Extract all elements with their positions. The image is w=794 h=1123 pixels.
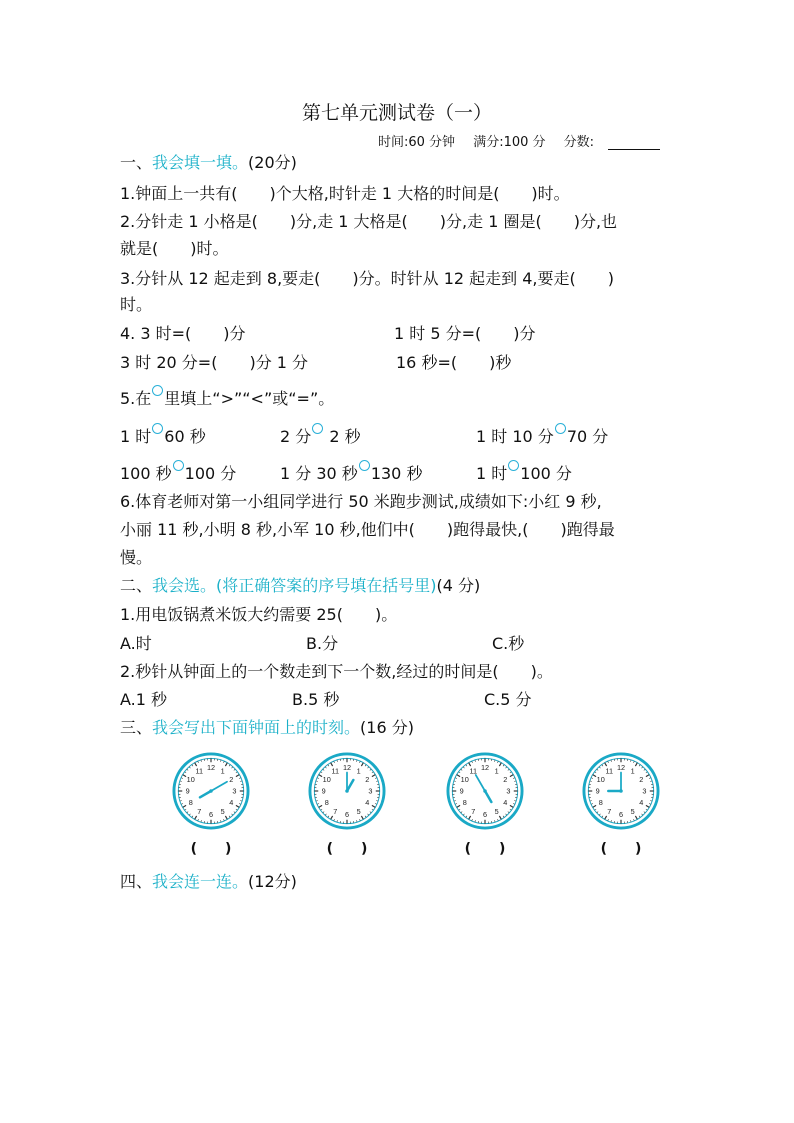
clock-numeral: 5 [494,806,499,816]
clock-numeral: 10 [460,774,469,784]
clock-numeral: 5 [630,806,635,816]
clock-numeral: 10 [322,774,331,784]
question-1-6-line3: 慢。 [120,548,153,567]
section1-title: 我会填一填。 [152,153,249,172]
compare-item [120,423,206,449]
clock-numeral: 7 [471,806,476,816]
clock-numeral: 6 [482,809,488,819]
clock-answer-3[interactable]: ( ) [464,841,506,857]
compare-circle[interactable] [173,460,184,471]
compare-left: 1 时 [120,427,152,446]
clock-numeral: 3 [232,786,237,796]
compare-circle[interactable] [312,423,323,434]
q5-intro-b: 里填上“>”“<”或“=”。 [164,389,335,408]
clock-answer-4[interactable]: ( ) [600,841,642,857]
clock-numeral: 5 [356,806,361,816]
section1-points: (20分) [248,153,297,172]
clock-numeral: 4 [503,798,508,808]
clock-center-pin [345,789,349,793]
option-a[interactable]: A.时 [120,634,152,653]
clock-numeral: 7 [607,806,612,816]
section1-num: 一、 [120,153,153,172]
compare-right: 100 分 [184,464,237,483]
compare-circle[interactable] [152,423,163,434]
compare-left: 1 时 [476,464,508,483]
compare-right: 100 分 [520,464,572,483]
q4-r1-c1: 4. 3 时=( )分 [120,324,246,343]
compare-right: 2 秒 [324,427,361,446]
compare-right: 60 秒 [164,427,206,446]
compare-left: 2 分 [280,427,312,446]
compare-right: 130 秒 [370,464,423,483]
clock-numeral: 11 [195,766,204,776]
section4-title: 我会连一连。 [152,872,249,891]
question-1-3-line2: 时。 [120,295,153,314]
clock-numeral: 7 [333,806,338,816]
clock-row [0,752,794,832]
clock-answer-2[interactable]: ( ) [326,841,368,857]
option-b[interactable]: B.5 秒 [292,690,340,709]
clock-numeral: 8 [598,798,603,808]
compare-circle[interactable] [508,460,519,471]
clock-numeral: 1 [220,766,225,776]
clock-numeral: 2 [365,774,370,784]
clock-face-3 [446,752,524,830]
clock-numeral: 2 [639,774,644,784]
question-1-3-line1: 3.分针从 12 起走到 8,要走( )分。时针从 12 起走到 4,要走( ) [120,269,615,288]
section3-title: 我会写出下面钟面上的时刻。 [152,718,361,737]
clock-numeral: 12 [206,763,216,773]
compare-item [280,460,422,486]
clock-center-pin [209,789,213,793]
clock-numeral: 8 [188,798,193,808]
compare-item [476,460,572,486]
question-2-1: 1.用电饭锅煮米饭大约需要 25( )。 [120,605,398,624]
section3-num: 三、 [120,718,153,737]
clock-numeral: 9 [185,786,190,796]
full-score: 满分:100 分 [473,135,546,150]
compare-circle[interactable] [359,460,370,471]
clock-numeral: 1 [630,766,635,776]
clock-numeral: 11 [605,766,614,776]
compare-circle-icon [152,385,163,396]
option-a[interactable]: A.1 秒 [120,690,168,709]
section1-heading [120,151,680,175]
question-1-6-line2: 小丽 11 秒,小明 8 秒,小军 10 秒,他们中( )跑得最快,( )跑得最 [120,520,615,539]
compare-left: 1 时 10 分 [476,427,554,446]
section2-title: 我会选。(将正确答案的序号填在括号里) [152,576,437,595]
question-1-1: 1.钟面上一共有( )个大格,时针走 1 大格的时间是( )时。 [120,184,570,203]
time-limit: 时间:60 分钟 [378,135,456,150]
clock-numeral: 11 [331,766,340,776]
clock-numeral: 12 [480,763,490,773]
clock-numeral: 10 [596,774,605,784]
section2-points: (4 分) [436,576,481,595]
option-c[interactable]: C.秒 [492,634,525,653]
compare-item [120,460,236,486]
section4-num: 四、 [120,872,153,891]
clock-numeral: 3 [642,786,647,796]
section3-points: (16 分) [360,718,414,737]
clock-face-1 [172,752,250,830]
score-label: 分数: [563,135,595,150]
clock-face-4 [582,752,660,830]
clock-numeral: 2 [503,774,508,784]
question-1-5-intro [120,385,680,411]
clock-numeral: 1 [356,766,361,776]
clock-numeral: 4 [639,798,644,808]
section3-heading [120,716,680,740]
clock-numeral: 10 [186,774,195,784]
clock-numeral: 12 [342,763,352,773]
compare-circle[interactable] [555,423,566,434]
clock-numeral: 2 [229,774,234,784]
option-b[interactable]: B.分 [306,634,339,653]
q4-r2-c1: 3 时 20 分=( )分 1 分 [120,353,309,372]
compare-item [280,423,361,449]
clock-numeral: 9 [459,786,464,796]
clock-numeral: 9 [595,786,600,796]
question-1-6-line1: 6.体育老师对第一小组同学进行 50 米跑步测试,成绩如下:小红 9 秒, [120,492,602,511]
page-title: 第七单元测试卷（一） [301,102,492,124]
section2-heading [120,574,680,598]
section4-heading [120,870,680,894]
score-blank[interactable] [608,137,660,150]
compare-left: 100 秒 [120,464,172,483]
q4-r1-c2: 1 时 5 分=( )分 [394,324,536,343]
clock-center-pin [619,789,623,793]
clock-numeral: 4 [229,798,234,808]
section4-points: (12分) [248,872,297,891]
compare-item [476,423,608,449]
q5-intro-a: 5.在 [120,389,152,408]
clock-numeral: 8 [324,798,329,808]
clock-center-pin [483,789,487,793]
exam-meta [378,131,660,150]
clock-face-2 [308,752,386,830]
clock-numeral: 3 [368,786,373,796]
clock-numeral: 1 [494,766,499,776]
clock-numeral: 11 [469,766,478,776]
question-1-2-line2: 就是( )时。 [120,239,229,258]
clock-numeral: 6 [618,809,624,819]
q4-r2-c2: 16 秒=( )秒 [396,353,512,372]
compare-left: 1 分 30 秒 [280,464,358,483]
question-1-2-line1: 2.分针走 1 小格是( )分,走 1 大格是( )分,走 1 圈是( )分,也 [120,212,618,231]
compare-right: 70 分 [566,427,609,446]
clock-answer-1[interactable]: ( ) [190,841,232,857]
clock-numeral: 3 [506,786,511,796]
clock-numeral: 6 [344,809,350,819]
section2-num: 二、 [120,576,153,595]
clock-numeral: 6 [208,809,214,819]
clock-numeral: 5 [220,806,225,816]
clock-numeral: 12 [616,763,626,773]
clock-numeral: 8 [462,798,467,808]
clock-numeral: 7 [197,806,202,816]
option-c[interactable]: C.5 分 [484,690,532,709]
clock-numeral: 4 [365,798,370,808]
question-2-2: 2.秒针从钟面上的一个数走到下一个数,经过的时间是( )。 [120,662,553,681]
clock-numeral: 9 [321,786,326,796]
